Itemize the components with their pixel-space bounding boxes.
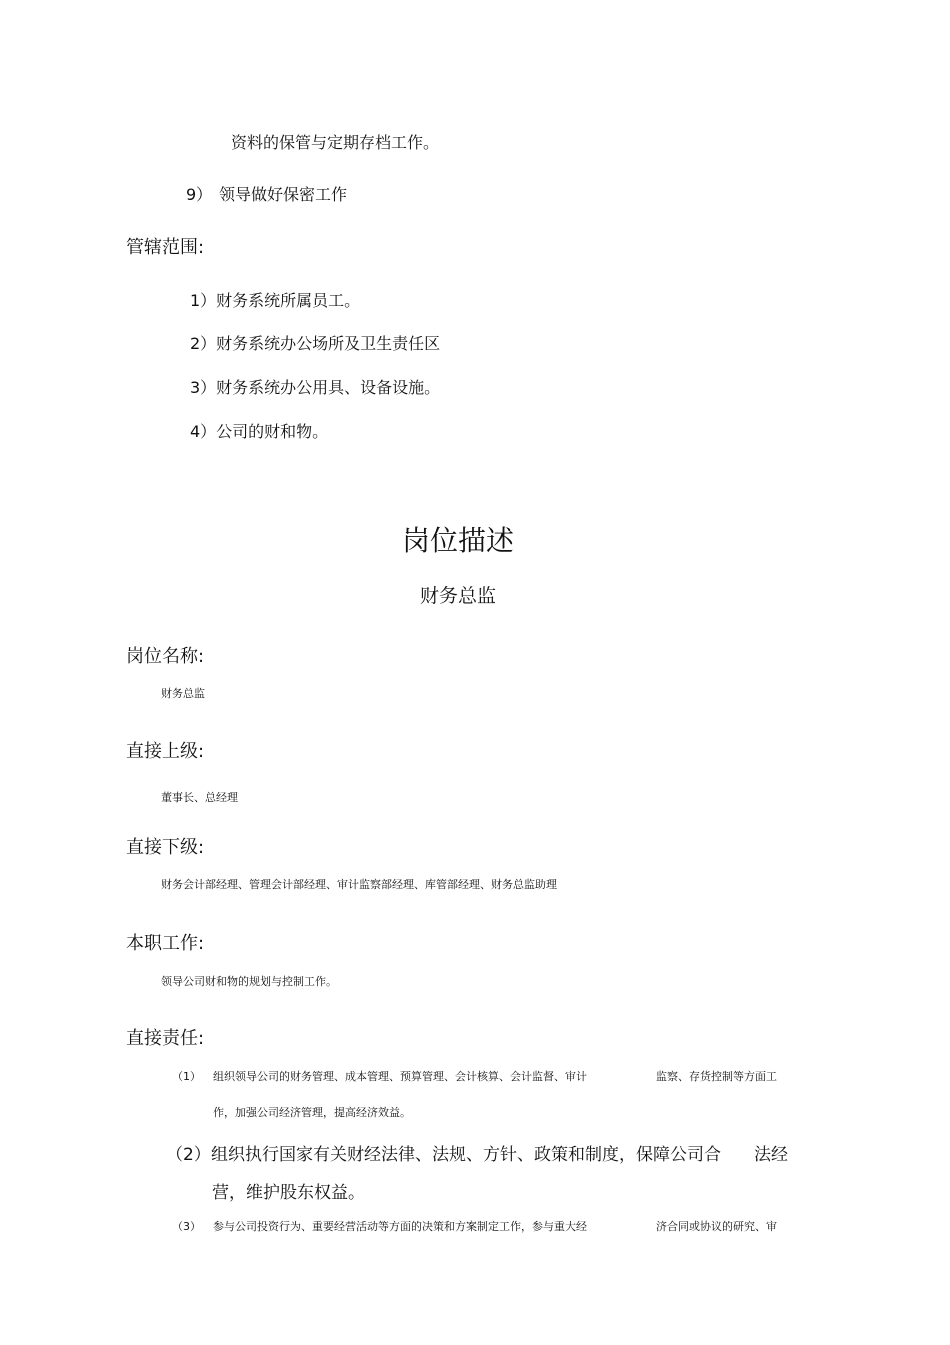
duty-value: 领导公司财和物的规划与控制工作。	[161, 975, 337, 988]
responsibility-heading: 直接责任:	[126, 1028, 205, 1049]
responsibility-2-line1b: 法经	[754, 1145, 788, 1165]
responsibility-1-line1b: 监察、存货控制等方面工	[656, 1070, 777, 1083]
responsibility-1-number: （1）	[172, 1070, 201, 1083]
superior-heading: 直接上级:	[126, 741, 205, 762]
responsibility-3-number: （3）	[172, 1220, 201, 1233]
continuation-text: 资料的保管与定期存档工作。	[231, 133, 440, 152]
responsibility-1-line2: 作，加强公司经济管理，提高经济效益。	[213, 1106, 411, 1119]
subordinate-value: 财务会计部经理、管理会计部经理、审计监察部经理、库管部经理、财务总监助理	[161, 878, 557, 891]
responsibility-1-line1a: 组织领导公司的财务管理、成本管理、预算管理、会计核算、会计监督、审计	[213, 1070, 587, 1083]
job-name-value: 财务总监	[161, 687, 205, 700]
scope-item-1: 1）财务系统所属员工。	[190, 291, 361, 310]
responsibility-3-line1a: 参与公司投资行为、重要经营活动等方面的决策和方案制定工作，参与重大经	[213, 1220, 587, 1233]
superior-value: 董事长、总经理	[161, 791, 238, 804]
subordinate-heading: 直接下级:	[126, 837, 205, 858]
scope-item-3: 3）财务系统办公用具、设备设施。	[190, 378, 441, 397]
page-title: 岗位描述	[401, 524, 514, 557]
list-item-number: 9）	[186, 185, 213, 204]
scope-heading: 管辖范围:	[126, 237, 205, 258]
responsibility-2-number: （2）	[166, 1145, 211, 1165]
job-name-heading: 岗位名称:	[126, 646, 205, 667]
list-item-text: 领导做好保密工作	[219, 185, 348, 204]
responsibility-3-line1b: 济合同或协议的研究、审	[656, 1220, 777, 1233]
responsibility-2-line2: 营，维护股东权益。	[212, 1183, 365, 1203]
page-subtitle: 财务总监	[419, 585, 496, 607]
responsibility-2-line1a: 组织执行国家有关财经法律、法规、方针、政策和制度，保障公司合	[211, 1145, 721, 1165]
duty-heading: 本职工作:	[126, 933, 205, 954]
scope-item-2: 2）财务系统办公场所及卫生责任区	[190, 334, 441, 353]
scope-item-4: 4）公司的财和物。	[190, 422, 329, 441]
